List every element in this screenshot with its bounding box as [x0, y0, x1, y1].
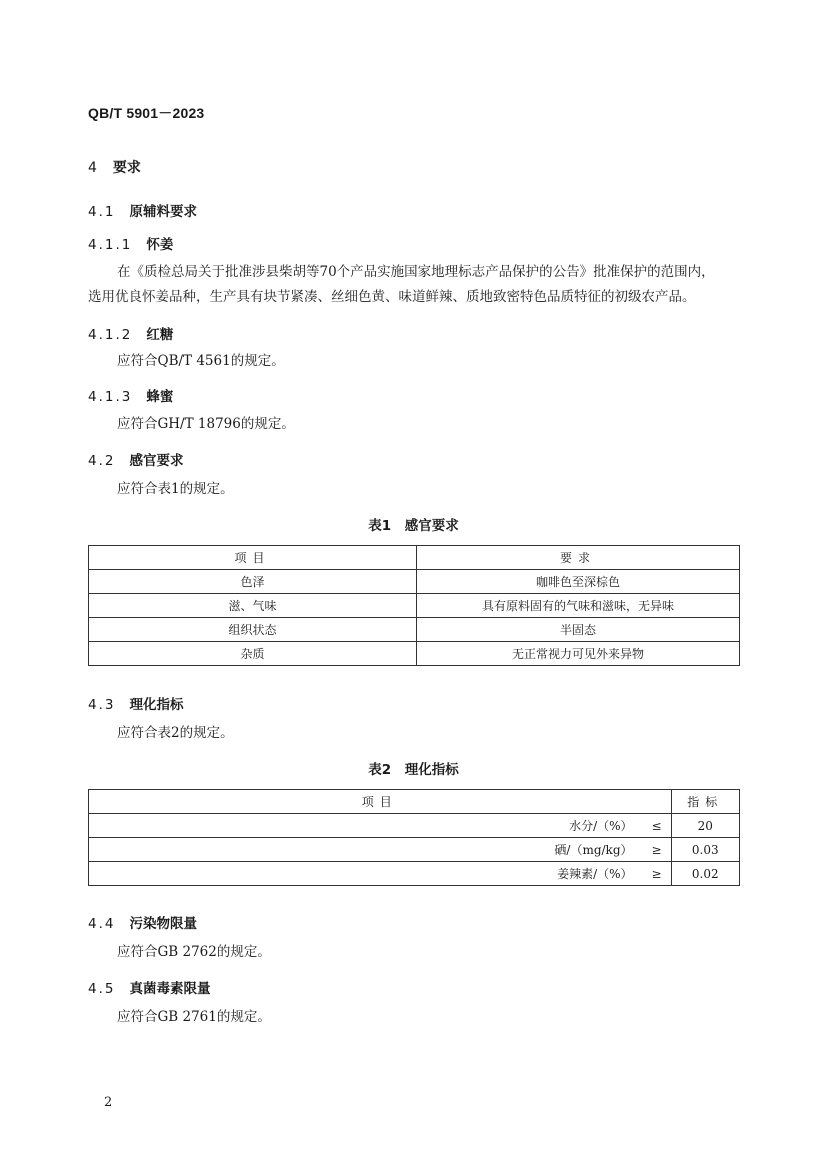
table-row: [89, 594, 740, 618]
paragraph-contaminants: 应符合GB 2762的规定。: [117, 944, 271, 960]
table-header-row: [89, 546, 740, 570]
heading-title: 原辅料要求: [129, 204, 197, 220]
heading-4-1: [88, 200, 197, 220]
heading-title: 红糖: [146, 327, 174, 343]
heading-title: 怀姜: [146, 237, 174, 253]
heading-4: [88, 157, 141, 177]
table2-physicochemical: [88, 789, 740, 886]
heading-4-1-3: [88, 385, 173, 405]
paragraph-mycotoxins: 应符合GB 2761的规定。: [117, 1009, 271, 1025]
heading-title: 感官要求: [129, 453, 184, 469]
table-row: [89, 838, 740, 862]
table-cell: 色泽: [89, 570, 417, 594]
heading-title: 蜂蜜: [146, 389, 174, 405]
heading-number: 4.1.1: [88, 237, 133, 253]
paragraph-huaijiang-line1: 在《质检总局关于批准涉县柴胡等70个产品实施国家地理标志产品保护的公告》批准保护的范围内，: [117, 264, 715, 280]
table-row: [89, 814, 740, 838]
heading-number: 4.3: [88, 697, 116, 713]
table-row: [89, 618, 740, 642]
table-cell-operator: ≥: [643, 838, 672, 862]
table-cell: 滋、气味: [89, 594, 417, 618]
table-cell-value: 20: [671, 814, 739, 838]
table-cell-value: 0.03: [671, 838, 739, 862]
heading-number: 4.1.3: [88, 389, 133, 405]
table-header-row: [89, 790, 740, 814]
heading-number: 4.5: [88, 981, 116, 997]
table-row: [89, 642, 740, 666]
table-cell: 无正常视力可见外来异物: [417, 642, 740, 666]
heading-4-4: [88, 912, 197, 932]
table-header-cell: 项目: [89, 790, 672, 814]
heading-title: 污染物限量: [129, 916, 197, 932]
table-row: [89, 862, 740, 886]
heading-number: 4.1: [88, 204, 116, 220]
table-cell: 杂质: [89, 642, 417, 666]
table-cell: 具有原料固有的气味和滋味，无异味: [417, 594, 740, 618]
table-cell-operator: ≤: [643, 814, 672, 838]
table-cell: 组织状态: [89, 618, 417, 642]
table-header-cell: 项目: [89, 546, 417, 570]
table-cell: 咖啡色至深棕色: [417, 570, 740, 594]
table-cell-item: 硒/（mg/kg）: [89, 838, 643, 862]
heading-4-1-2: [88, 323, 173, 343]
paragraph-physicochemical: 应符合表2的规定。: [117, 725, 234, 741]
table-header-cell: 要求: [417, 546, 740, 570]
standard-code: QB/T 5901－2023: [88, 105, 205, 121]
heading-4-3: [88, 693, 183, 713]
table-header-cell: 指标: [671, 790, 739, 814]
heading-title: 真菌毒素限量: [129, 981, 211, 997]
paragraph-brown-sugar: 应符合QB/T 4561的规定。: [117, 353, 285, 369]
table2-caption: 表2 理化指标: [368, 762, 459, 778]
table-cell: 半固态: [417, 618, 740, 642]
heading-title: 理化指标: [129, 697, 184, 713]
page-number: 2: [104, 1095, 113, 1110]
table-cell-value: 0.02: [671, 862, 739, 886]
table1-sensory: [88, 545, 740, 666]
table1-caption: 表1 感官要求: [368, 518, 459, 534]
paragraph-huaijiang-line2: 选用优良怀姜品种，生产具有块节紧凑、丝细色黄、味道鲜辣、质地致密特色品质特征的初级农产品。: [88, 289, 696, 305]
table-row: [89, 570, 740, 594]
heading-4-5: [88, 977, 210, 997]
table-cell-item: 水分/（%）: [89, 814, 643, 838]
paragraph-honey: 应符合GH/T 18796的规定。: [117, 416, 295, 432]
heading-number: 4.4: [88, 916, 116, 932]
heading-number: 4.2: [88, 453, 116, 469]
table-cell-operator: ≥: [643, 862, 672, 886]
heading-number: 4: [88, 160, 99, 176]
heading-4-2: [88, 449, 183, 469]
heading-number: 4.1.2: [88, 327, 133, 343]
heading-4-1-1: [88, 233, 173, 253]
heading-title: 要求: [112, 160, 141, 176]
table-cell-item: 姜辣素/（%）: [89, 862, 643, 886]
paragraph-sensory: 应符合表1的规定。: [117, 481, 234, 497]
